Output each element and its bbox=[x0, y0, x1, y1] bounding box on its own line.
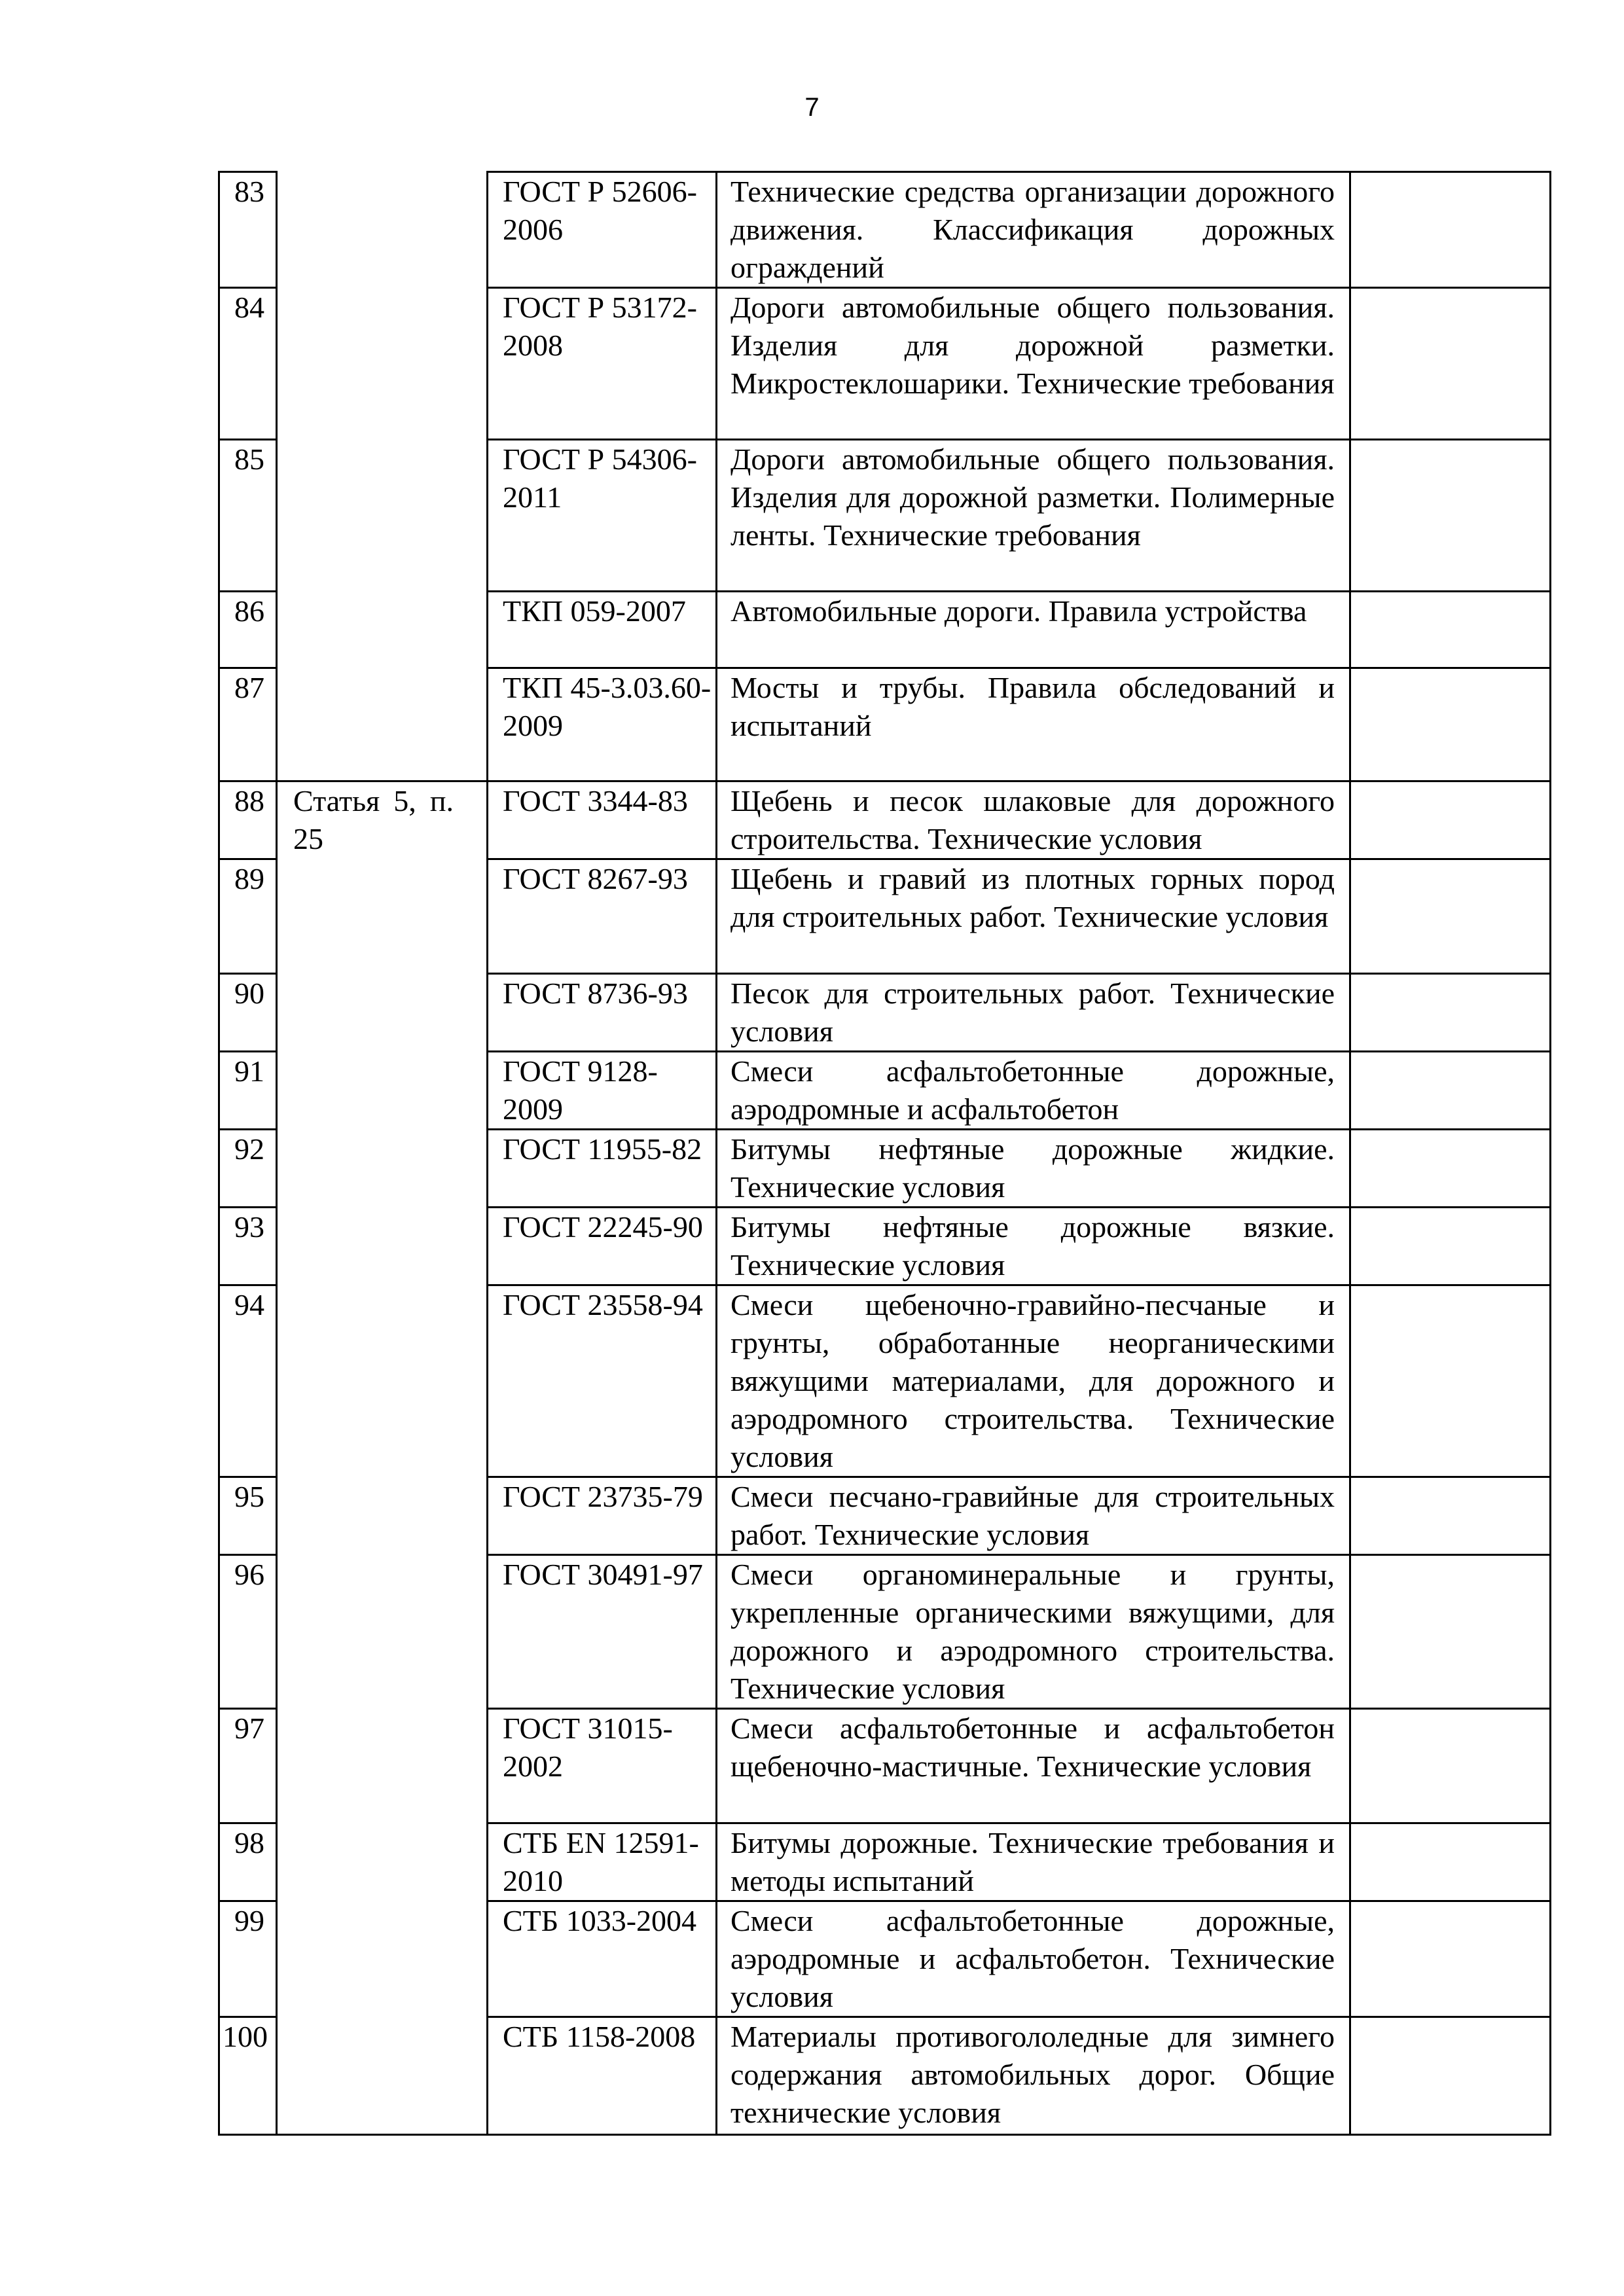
standard-title: Дороги автомобильные общего пользования. Изделия для дорожной разметки. Микростеклошарики. Технические требования bbox=[717, 288, 1350, 440]
standard-code: ГОСТ 30491-97 bbox=[488, 1555, 717, 1709]
notes-cell bbox=[1350, 781, 1551, 859]
standard-code: ГОСТ 8736-93 bbox=[488, 974, 717, 1052]
standard-code: ГОСТ Р 53172-2008 bbox=[488, 288, 717, 440]
row-number: 84 bbox=[219, 288, 277, 440]
standard-code: ГОСТ Р 54306-2011 bbox=[488, 440, 717, 592]
row-number: 88 bbox=[219, 781, 277, 859]
standard-code: СТБ 1033-2004 bbox=[488, 1901, 717, 2017]
standard-code: ГОСТ 8267-93 bbox=[488, 859, 717, 974]
notes-cell bbox=[1350, 2017, 1551, 2135]
notes-cell bbox=[1350, 440, 1551, 592]
row-number: 87 bbox=[219, 668, 277, 781]
notes-cell bbox=[1350, 1823, 1551, 1901]
standard-title: Смеси асфальтобетонные и асфальтобетон щебеночно-мастичные. Технические условия bbox=[717, 1709, 1350, 1823]
standard-code: ГОСТ 31015-2002 bbox=[488, 1709, 717, 1823]
row-number: 83 bbox=[219, 172, 277, 288]
standard-title: Щебень и гравий из плотных горных пород для строительных работ. Технические условия bbox=[717, 859, 1350, 974]
table-row bbox=[219, 172, 1551, 288]
row-number: 96 bbox=[219, 1555, 277, 1709]
standard-title: Битумы дорожные. Технические требования и методы испытаний bbox=[717, 1823, 1350, 1901]
row-number: 100 bbox=[219, 2017, 277, 2135]
row-number: 90 bbox=[219, 974, 277, 1052]
notes-cell bbox=[1350, 1901, 1551, 2017]
article-cell bbox=[277, 172, 488, 781]
standard-code: ТКП 45-3.03.60-2009 bbox=[488, 668, 717, 781]
standard-title: Материалы противогололедные для зимнего содержания автомобильных дорог. Общие технические условия bbox=[717, 2017, 1350, 2135]
standard-code: СТБ 1158-2008 bbox=[488, 2017, 717, 2135]
standard-title: Смеси асфальтобетонные дорожные, аэродромные и асфальтобетон. Технические условия bbox=[717, 1901, 1350, 2017]
page-number: 7 bbox=[804, 93, 820, 122]
standard-title: Битумы нефтяные дорожные вязкие. Технические условия bbox=[717, 1208, 1350, 1285]
notes-cell bbox=[1350, 974, 1551, 1052]
standard-title: Песок для строительных работ. Технические условия bbox=[717, 974, 1350, 1052]
standard-title: Автомобильные дороги. Правила устройства bbox=[717, 592, 1350, 668]
standard-code: ГОСТ 23558-94 bbox=[488, 1285, 717, 1477]
standard-title: Дороги автомобильные общего пользования. Изделия для дорожной разметки. Полимерные ленты. Технические требования bbox=[717, 440, 1350, 592]
notes-cell bbox=[1350, 1130, 1551, 1208]
standard-title: Щебень и песок шлаковые для дорожного строительства. Технические условия bbox=[717, 781, 1350, 859]
standard-code: ТКП 059-2007 bbox=[488, 592, 717, 668]
row-number: 98 bbox=[219, 1823, 277, 1901]
article-cell: Статья 5, п. 25 bbox=[277, 781, 488, 2135]
standard-code: ГОСТ 3344-83 bbox=[488, 781, 717, 859]
notes-cell bbox=[1350, 1555, 1551, 1709]
standard-title: Смеси щебеночно-гравийно-песчаные и грунты, обработанные неорганическими вяжущими материалами, для дорожного и аэродромного строительства. Технические условия bbox=[717, 1285, 1350, 1477]
notes-cell bbox=[1350, 1477, 1551, 1555]
notes-cell bbox=[1350, 1052, 1551, 1130]
row-number: 91 bbox=[219, 1052, 277, 1130]
standard-code: ГОСТ 11955-82 bbox=[488, 1130, 717, 1208]
notes-cell bbox=[1350, 668, 1551, 781]
notes-cell bbox=[1350, 592, 1551, 668]
standard-title: Смеси песчано-гравийные для строительных работ. Технические условия bbox=[717, 1477, 1350, 1555]
notes-cell bbox=[1350, 1208, 1551, 1285]
row-number: 95 bbox=[219, 1477, 277, 1555]
standards-table bbox=[218, 171, 1551, 2136]
standard-code: ГОСТ 23735-79 bbox=[488, 1477, 717, 1555]
notes-cell bbox=[1350, 172, 1551, 288]
standard-code: ГОСТ 22245-90 bbox=[488, 1208, 717, 1285]
notes-cell bbox=[1350, 288, 1551, 440]
notes-cell bbox=[1350, 859, 1551, 974]
row-number: 97 bbox=[219, 1709, 277, 1823]
row-number: 93 bbox=[219, 1208, 277, 1285]
row-number: 86 bbox=[219, 592, 277, 668]
standard-title: Смеси асфальтобетонные дорожные, аэродромные и асфальтобетон bbox=[717, 1052, 1350, 1130]
notes-cell bbox=[1350, 1709, 1551, 1823]
standard-title: Технические средства организации дорожного движения. Классификация дорожных ограждений bbox=[717, 172, 1350, 288]
standard-title: Битумы нефтяные дорожные жидкие. Технические условия bbox=[717, 1130, 1350, 1208]
row-number: 92 bbox=[219, 1130, 277, 1208]
row-number: 89 bbox=[219, 859, 277, 974]
row-number: 94 bbox=[219, 1285, 277, 1477]
standard-title: Мосты и трубы. Правила обследований и испытаний bbox=[717, 668, 1350, 781]
table-row bbox=[219, 781, 1551, 859]
standard-code: ГОСТ 9128-2009 bbox=[488, 1052, 717, 1130]
notes-cell bbox=[1350, 1285, 1551, 1477]
row-number: 99 bbox=[219, 1901, 277, 2017]
standard-title: Смеси органоминеральные и грунты, укрепленные органическими вяжущими, для дорожного и аэродромного строительства. Технические условия bbox=[717, 1555, 1350, 1709]
standard-code: ГОСТ Р 52606-2006 bbox=[488, 172, 717, 288]
standard-code: СТБ EN 12591-2010 bbox=[488, 1823, 717, 1901]
row-number: 85 bbox=[219, 440, 277, 592]
